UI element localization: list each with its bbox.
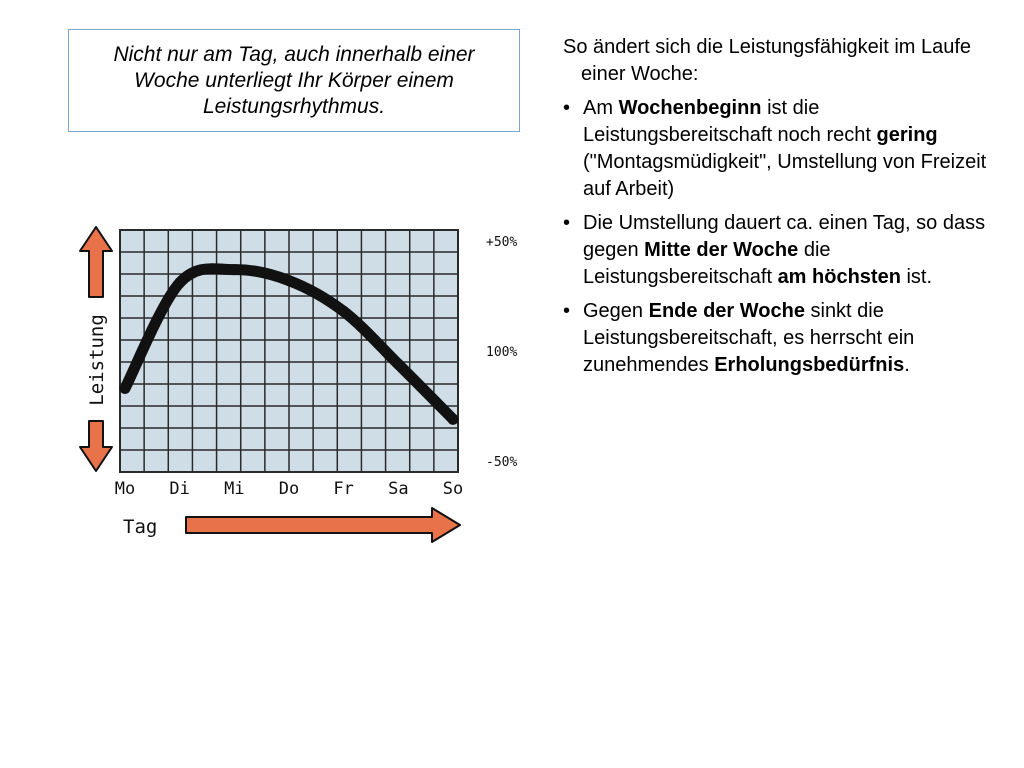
bullet-emphasis: Mitte der Woche xyxy=(644,239,799,261)
explanation-intro: So ändert sich die Leistungsfähigkeit im Laufe einer Woche: xyxy=(563,36,972,85)
bullet-text: ("Montagsmüdigkeit", Umstellung von Freizeit auf Arbeit) xyxy=(583,151,987,200)
y-tick-label: +50% xyxy=(486,235,518,250)
explanation-bullet xyxy=(563,210,1003,291)
down-arrow-icon xyxy=(80,421,112,471)
x-tick-label: Fr xyxy=(333,479,354,499)
explanation-bullet-list xyxy=(563,95,1003,379)
bullet-marker: • xyxy=(563,97,571,119)
data-point xyxy=(229,264,240,275)
x-tick-label: So xyxy=(442,479,464,499)
data-point xyxy=(393,359,404,370)
weekly-performance-chart xyxy=(70,215,540,550)
data-point xyxy=(174,277,185,288)
x-tick-label: Mi xyxy=(224,479,245,499)
x-tick-label: Do xyxy=(278,479,300,499)
y-axis-arrow xyxy=(80,227,112,471)
x-tick-labels xyxy=(115,479,463,499)
bullet-emphasis: Ende der Woche xyxy=(648,300,805,322)
bullet-marker: • xyxy=(563,212,571,234)
chart-svg xyxy=(70,215,540,550)
y-tick-label: -50% xyxy=(486,455,518,470)
x-axis-arrow xyxy=(123,508,460,542)
bullet-text: Die Umstellung dauert ca. einen Tag, so dass gegen xyxy=(583,212,986,261)
explanation-column xyxy=(563,34,1003,386)
x-tick-label: Sa xyxy=(388,479,409,499)
bullet-text: sinkt die Leistungsbereitschaft, es herrscht ein zunehmendes xyxy=(583,300,915,376)
explanation-bullet xyxy=(563,95,1003,203)
y-axis-label: Leistung xyxy=(86,314,108,406)
bullet-marker: • xyxy=(563,300,571,322)
x-tick-label: Di xyxy=(169,479,190,499)
data-point xyxy=(338,306,349,317)
bullet-emphasis: gering xyxy=(876,124,938,146)
bullet-emphasis: Erholungsbedürfnis xyxy=(714,354,905,376)
y-tick-label: 100% xyxy=(486,345,518,360)
bullet-text: ist. xyxy=(900,266,933,288)
data-point xyxy=(120,383,131,394)
up-arrow-icon xyxy=(80,227,112,297)
bullet-text: ist die Leistungsbereitschaft noch recht xyxy=(583,97,877,146)
bullet-text: . xyxy=(904,354,910,376)
x-axis-label: Tag xyxy=(123,516,158,538)
explanation-bullet xyxy=(563,298,1003,379)
right-arrow-icon xyxy=(186,508,460,542)
bullet-text: Am xyxy=(583,97,619,119)
x-tick-label: Mo xyxy=(114,479,136,499)
y-tick-labels xyxy=(486,235,517,470)
bullet-emphasis: Wochenbeginn xyxy=(618,97,762,119)
data-point xyxy=(448,414,459,425)
data-point xyxy=(284,275,295,286)
intro-callout-box xyxy=(68,29,520,132)
bullet-text: die Leistungsbereitschaft xyxy=(583,239,831,288)
bullet-emphasis: am höchsten xyxy=(777,266,901,288)
callout-text: Nicht nur am Tag, auch innerhalb einer Woche unterliegt Ihr Körper einem Leistungsrhythmus. xyxy=(113,42,475,118)
bullet-text: Gegen xyxy=(583,300,649,322)
